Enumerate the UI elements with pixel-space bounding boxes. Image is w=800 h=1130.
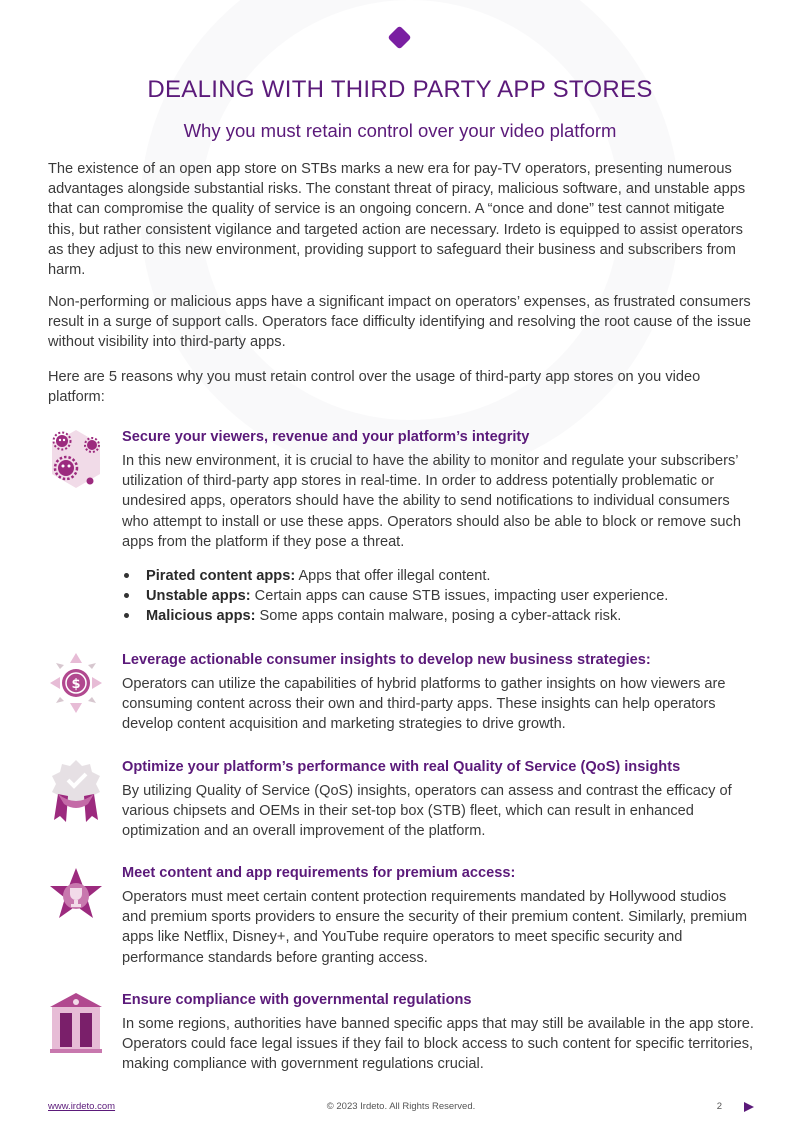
page-number: 2 <box>716 1101 722 1112</box>
section-text: By utilizing Quality of Service (QoS) insights, operators can assess and contrast the efficacy of various chipsets and OEMs in their set-top box (STB) fleet, which can result in enhanced optimization and an overall improvement of the platform. <box>122 783 732 840</box>
star-trophy-icon <box>48 864 104 928</box>
next-page-arrow-icon[interactable] <box>744 1102 754 1112</box>
threat-list <box>122 566 754 627</box>
intro-paragraph-3: Here are 5 reasons why you must retain control over the usage of third-party app stores on you video platform: <box>48 369 701 406</box>
page-footer <box>48 1101 754 1115</box>
intro-paragraph-1: The existence of an open app store on STBs marks a new era for pay-TV operators, presenting numerous advantages alongside substantial risks. The constant threat of piracy, malicious software, and unstable apps that can compromise the quality of service is an ongoing concern. A “once and done” test cannot mitigate this, but rather consistent vigilance and targeted action are necessary. Irdeto is equipped to assist operators as they adjust to this new environment, providing support to safeguard their business and subscribers from harm. <box>48 161 746 279</box>
courthouse-icon <box>48 991 104 1055</box>
section-heading: Leverage actionable consumer insights to develop new business strategies: <box>122 652 651 668</box>
dollar-arrows-icon <box>48 651 104 715</box>
page-title: DEALING WITH THIRD PARTY APP STORES <box>147 76 653 103</box>
section-text: In this new environment, it is crucial to have the ability to monitor and regulate your subscribers’ utilization of third-party app stores in real-time. In order to address potentially problematic or undesired apps, operators should have the ability to send notifications to individual consumers who attempt to install or use these apps. Operators should also be able to block or remove such apps from the platform if they pose a threat. <box>122 453 741 550</box>
website-link[interactable]: www.irdeto.com <box>48 1101 116 1112</box>
section-text: Operators must meet certain content protection requirements mandated by Hollywood studios and premium sports providers to ensure the security of their premium content. Similarly, premium apps like Netflix, Disney+, and YouTube require operators to meet specific security and performance standards before granting access. <box>122 889 748 966</box>
section-heading: Ensure compliance with governmental regulations <box>122 992 472 1008</box>
award-badge-icon <box>48 758 104 822</box>
section-heading: Secure your viewers, revenue and your platform’s integrity <box>122 429 530 445</box>
section-heading: Optimize your platform’s performance with real Quality of Service (QoS) insights <box>122 759 681 775</box>
virus-icon <box>48 428 104 492</box>
list-item: Unstable apps: Certain apps can cause STB issues, impacting user experience. <box>122 586 754 606</box>
page-subtitle: Why you must retain control over your video platform <box>183 120 617 141</box>
list-item: Malicious apps: Some apps contain malware, posing a cyber-attack risk. <box>122 606 754 626</box>
svg-text:$: $ <box>71 677 81 692</box>
intro-paragraph-2: Non-performing or malicious apps have a significant impact on operators’ expenses, as frustrated consumers result in a surge of support calls. Operators face difficulty identifying and resolving the root cause of the issue without visibility into third-party apps. <box>48 294 752 351</box>
copyright-text: © 2023 Irdeto. All Rights Reserved. <box>326 1101 476 1112</box>
section-text: In some regions, authorities have banned specific apps that may still be available in the app store. Operators could face legal issues if they fail to block access to such content for specific territories, making compliance with government regulations crucial. <box>122 1016 754 1073</box>
section-heading: Meet content and app requirements for premium access: <box>122 865 516 881</box>
list-item: Pirated content apps: Apps that offer illegal content. <box>122 566 754 586</box>
section-text: Operators can utilize the capabilities of hybrid platforms to gather insights on how viewers are consuming content across their own and third-party apps. These insights can help operators develop content acquisition and marketing strategies to drive growth. <box>122 676 726 733</box>
